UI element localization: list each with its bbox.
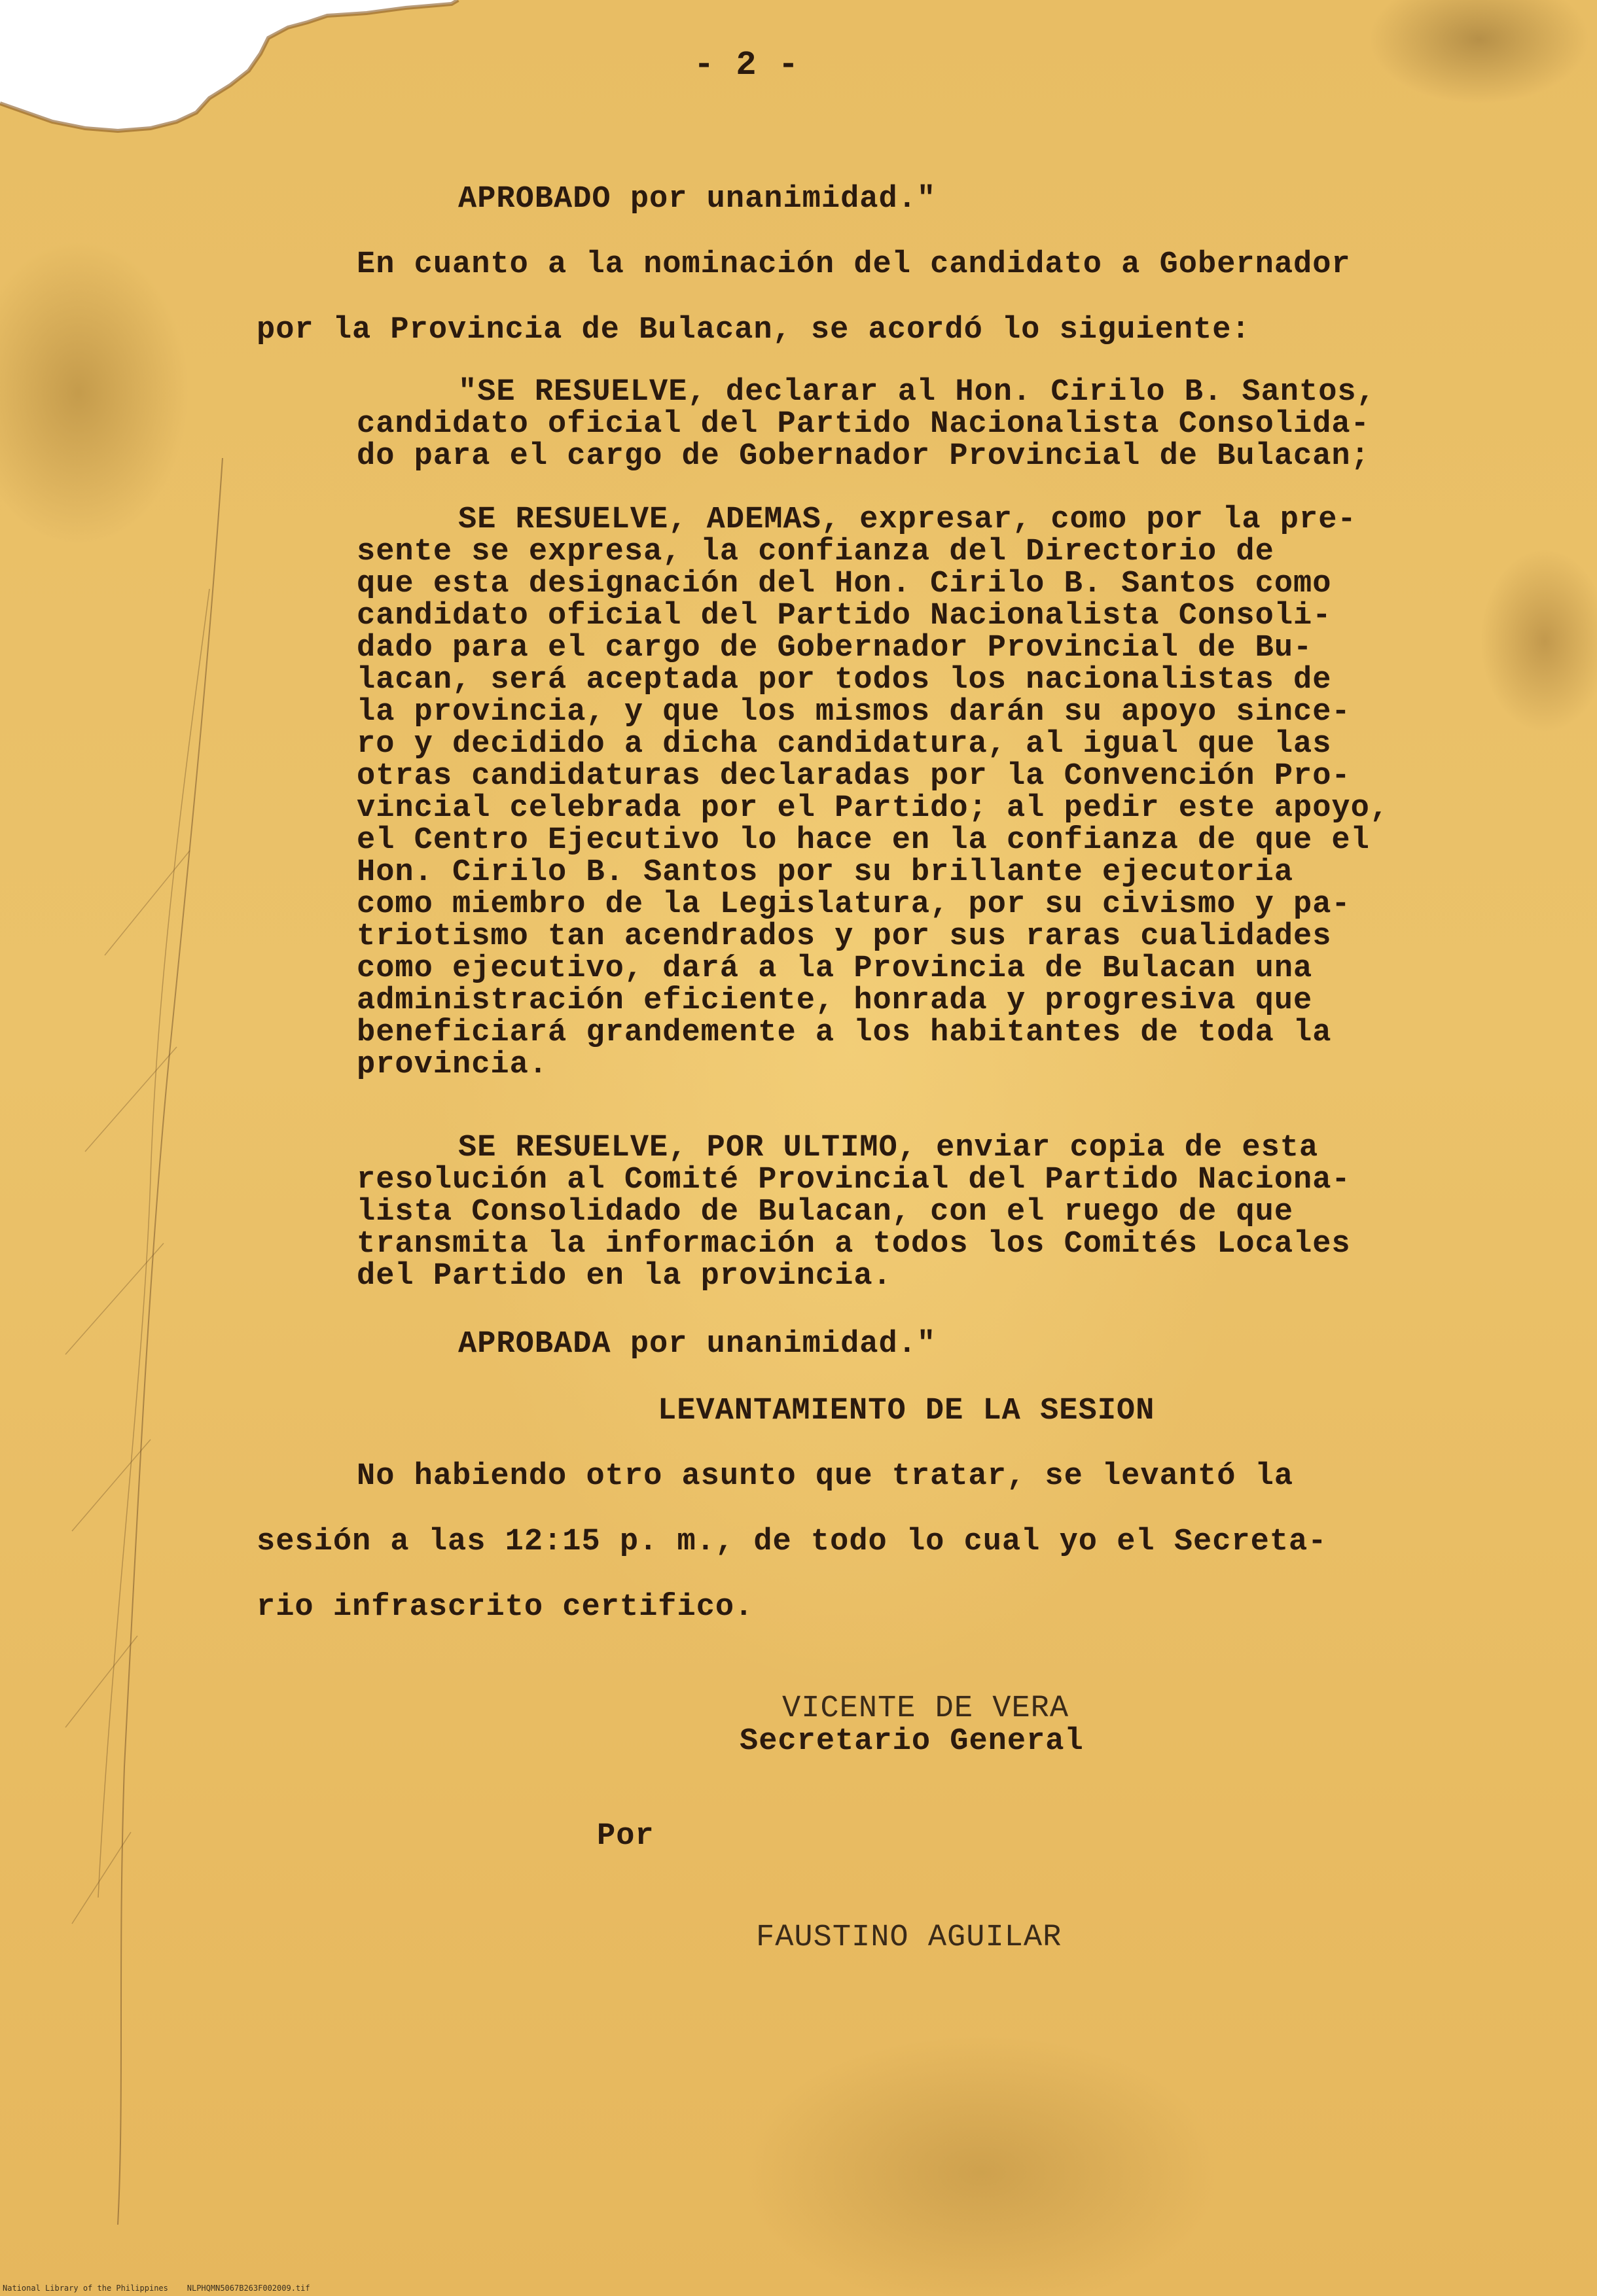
resolution-3-line: resolución al Comité Provincial del Partido Naciona- [357, 1163, 1351, 1197]
intro-line-1: En cuanto a la nominación del candidato a Gobernador [357, 247, 1351, 282]
closing-line: No habiendo otro asunto que tratar, se levantó la [357, 1459, 1294, 1494]
resolution-2-line: ro y decidido a dicha candidatura, al igual que las [357, 727, 1332, 762]
resolution-3-line: lista Consolidado de Bulacan, con el ruego de que [357, 1195, 1294, 1229]
resolution-2-line: candidato oficial del Partido Nacionalista Consoli- [357, 599, 1332, 633]
resolution-2-line: sente se expresa, la confianza del Directorio de [357, 535, 1274, 569]
resolution-3 [357, 1132, 1535, 1292]
resolution-1-line: "SE RESUELVE, declarar al Hon. Cirilo B. Santos, [458, 375, 1376, 410]
page-number: - 2 - [694, 46, 800, 84]
signatory-name-2: FAUSTINO AGUILAR [756, 1920, 1062, 1955]
closing-line: rio infrascrito certifico. [257, 1590, 754, 1625]
resolution-2-line: Hon. Cirilo B. Santos por su brillante ejecutoria [357, 855, 1294, 890]
resolution-3-line: SE RESUELVE, POR ULTIMO, enviar copia de esta [458, 1131, 1319, 1165]
section-heading: LEVANTAMIENTO DE LA SESION [658, 1394, 1155, 1428]
signatory-name: VICENTE DE VERA [782, 1691, 1069, 1726]
resolution-3-line: transmita la información a todos los Comités Locales [357, 1227, 1351, 1262]
resolution-2-line: vincial celebrada por el Partido; al pedir este apoyo, [357, 791, 1390, 826]
resolution-2-line: otras candidaturas declaradas por la Convención Pro- [357, 759, 1351, 794]
resolution-3-line: del Partido en la provincia. [357, 1259, 892, 1294]
resolution-2-line: triotismo tan acendrados y por sus raras cualidades [357, 919, 1332, 954]
resolution-2-line: dado para el cargo de Gobernador Provincial de Bu- [357, 631, 1313, 665]
resolution-2-line: como miembro de la Legislatura, por su civismo y pa- [357, 887, 1351, 922]
signatory-title: Secretario General [740, 1724, 1084, 1759]
resolution-1-line: do para el cargo de Gobernador Provincial de Bulacan; [357, 439, 1370, 474]
resolution-2 [357, 504, 1535, 1081]
resolution-1 [357, 376, 1535, 472]
approved-line-2: APROBADA por unanimidad." [458, 1327, 937, 1362]
archive-caption: National Library of the Philippines NLPHQMN5067B263F002009.tif [3, 2284, 310, 2293]
resolution-2-line: como ejecutivo, dará a la Provincia de Bulacan una [357, 951, 1313, 986]
resolution-2-line: lacan, será aceptada por todos los nacionalistas de [357, 663, 1332, 698]
resolution-2-line: que esta designación del Hon. Cirilo B. Santos como [357, 567, 1332, 601]
resolution-2-line: provincia. [357, 1048, 548, 1082]
resolution-2-line: SE RESUELVE, ADEMAS, expresar, como por la pre- [458, 503, 1357, 537]
closing-line: sesión a las 12:15 p. m., de todo lo cual yo el Secreta- [257, 1525, 1327, 1559]
approved-line-1: APROBADO por unanimidad." [458, 182, 937, 217]
resolution-1-line: candidato oficial del Partido Nacionalista Consolida- [357, 407, 1370, 442]
resolution-2-line: administración eficiente, honrada y progresiva que [357, 983, 1313, 1018]
resolution-2-line: beneficiará grandemente a los habitantes de toda la [357, 1016, 1332, 1050]
resolution-2-line: la provincia, y que los mismos darán su apoyo since- [357, 695, 1351, 730]
resolution-2-line: el Centro Ejecutivo lo hace en la confianza de que el [357, 823, 1370, 858]
intro-line-2: por la Provincia de Bulacan, se acordó lo siguiente: [257, 313, 1251, 347]
signatory-por: Por [597, 1819, 655, 1854]
